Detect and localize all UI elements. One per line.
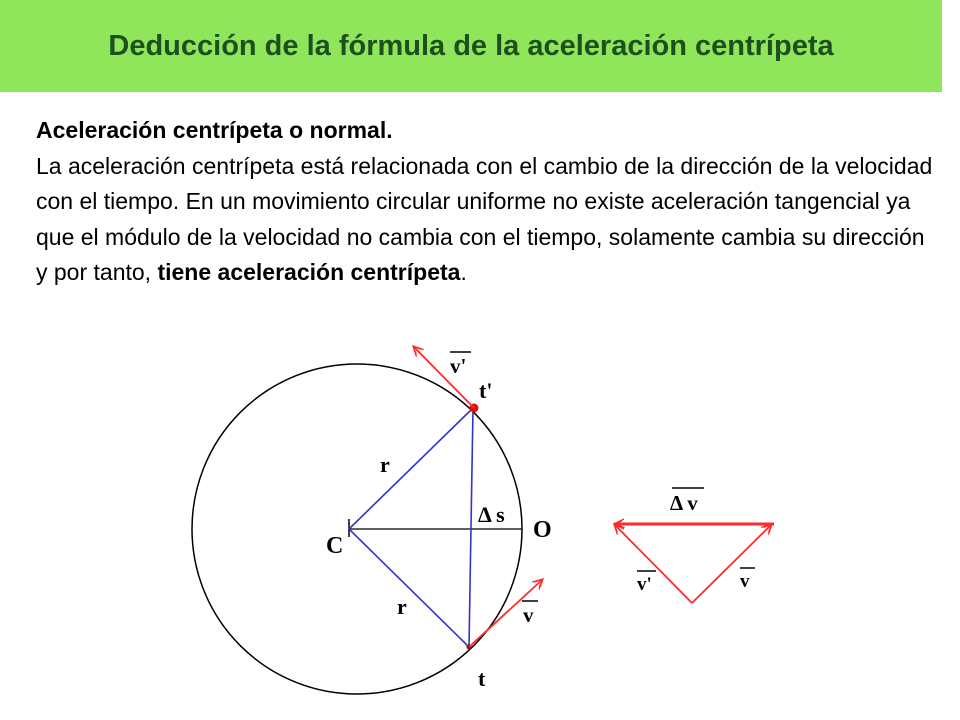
label-velocity: v [523,603,534,627]
paragraph-end: . [460,259,467,285]
label-point-t-prime: t' [479,378,493,403]
label-velocity-prime: v' [450,354,467,378]
triangle-v-arrow [692,524,772,603]
label-center: C [326,533,344,559]
paragraph-heading: Aceleración centrípeta o normal. [36,117,393,143]
page-title: Deducción de la fórmula de la aceleración centrípeta [108,30,834,62]
triangle-label-v: v [740,571,750,592]
paragraph-text: La aceleración centrípeta está relacionada con el cambio de la dirección de la velocidad con el tiempo. En un movimiento circular uniforme no existe aceleración tangencial ya que el módulo de la velocidad no cambia con el tiempo, solamente cambia su dirección y por tanto, [36,152,933,285]
label-radius-upper: r [380,452,390,477]
label-point-o: O [533,517,552,543]
label-point-t: t [478,666,486,691]
triangle-label-delta-v: Δ v [670,491,698,515]
radius-upper-line [349,408,473,529]
triangle-label-v-prime: v' [637,574,652,595]
label-arc-delta-s: Δ s [478,502,505,527]
label-radius-lower: r [397,594,407,619]
chord-line [469,408,473,647]
paragraph-bold-phrase: tiene aceleración centrípeta [157,259,461,285]
radius-lower-line [349,529,469,647]
triangle-v-prime-arrow [614,524,692,603]
